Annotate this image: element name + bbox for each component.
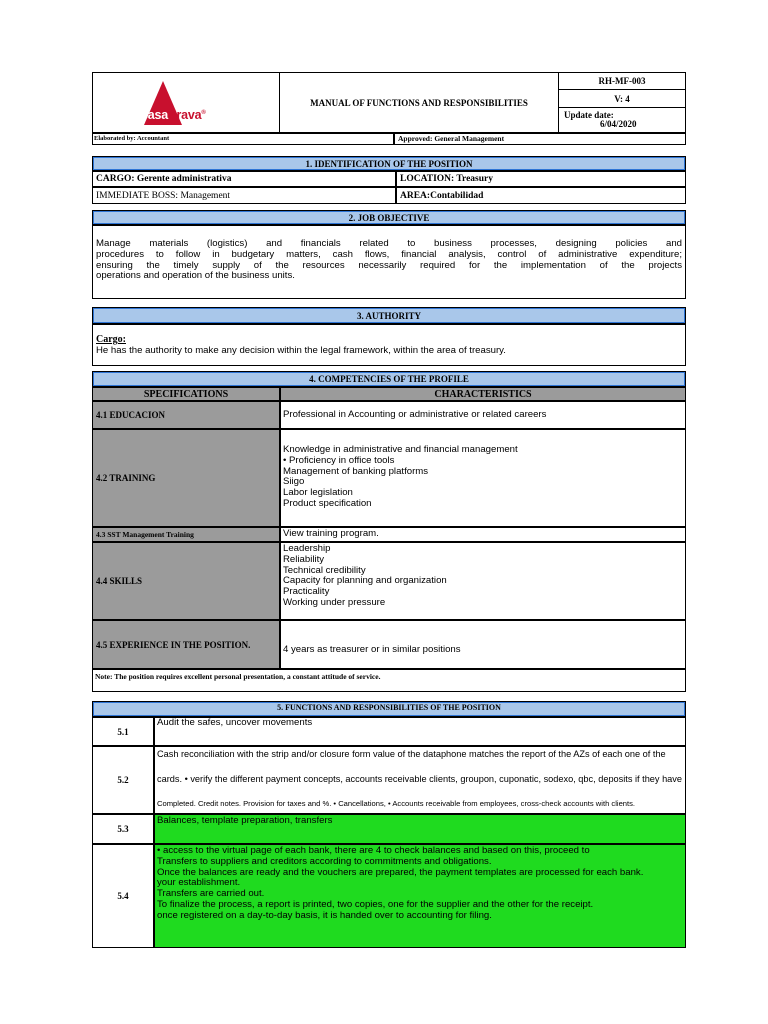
function-number: 5.1 — [92, 717, 154, 746]
competency-label: 4.2 TRAINING — [92, 429, 280, 527]
function-description — [154, 814, 686, 844]
competency-line: 4 years as treasurer or in similar positions — [283, 644, 461, 656]
objective-line: Manage materials (logistics) and financials related to business processes, designing policies and — [96, 238, 682, 249]
function-line: • access to the virtual page of each bank, there are 4 to check balances and based on this, proceed to — [157, 845, 590, 856]
function-line: Cash reconciliation with the strip and/or closure form value of the dataphone matches the report of the AZs of each one of the — [157, 749, 666, 759]
function-description — [154, 717, 686, 746]
competency-line: Reliability — [283, 553, 325, 565]
function-line: Audit the safes, uncover movements — [157, 717, 313, 728]
authority-cargo-label: Cargo: — [96, 334, 126, 345]
competency-line: • Proficiency in office tools — [283, 454, 395, 466]
objective-line: procedures to follow in budgetary matters, cash flows, financial analysis, control of administrative expenditure; — [96, 248, 682, 260]
section-identification-heading: 1. IDENTIFICATION OF THE POSITION — [92, 156, 686, 171]
competency-value — [280, 429, 686, 527]
function-line: Transfers to suppliers and creditors according to commitments and obligations. — [157, 855, 492, 867]
section-competencies-heading: 4. COMPETENCIES OF THE PROFILE — [92, 371, 686, 387]
section-functions-heading: 5. FUNCTIONS AND RESPONSIBILITIES OF THE POSITION — [92, 701, 686, 717]
competency-line: Technical credibility — [283, 564, 366, 576]
section-objective-heading: 2. JOB OBJECTIVE — [92, 210, 686, 225]
function-line: once registered on a day-to-day basis, it is handed over to accounting for filing. — [157, 909, 492, 921]
authority-body — [92, 324, 686, 366]
document-code: RH-MF-003 — [558, 72, 686, 90]
competency-line: Working under pressure — [283, 596, 386, 608]
area-field: AREA:Contabilidad — [396, 187, 686, 204]
document-title: MANUAL OF FUNCTIONS AND RESPONSIBILITIES — [310, 97, 528, 108]
objective-body — [92, 225, 686, 299]
competency-line: Professional in Accounting or administrative or related careers — [283, 408, 547, 420]
competency-line: Capacity for planning and organization — [283, 575, 447, 587]
col-characteristics: CHARACTERISTICS — [280, 387, 686, 401]
function-line: Once the balances are ready and the vouchers are prepared, the payment templates are processed for each bank. — [157, 866, 644, 878]
function-line: Transfers are carried out. — [157, 888, 265, 900]
competency-label: 4.5 EXPERIENCE IN THE POSITION. — [92, 620, 280, 669]
location-field: LOCATION: Treasury — [396, 171, 686, 187]
col-specifications: SPECIFICATIONS — [92, 387, 280, 401]
function-description — [154, 844, 686, 948]
competency-line: Siigo — [283, 476, 305, 488]
competency-value — [280, 527, 686, 542]
competency-line: Management of banking platforms — [283, 465, 429, 477]
update-date-value: 6/04/2020 — [600, 119, 637, 129]
competencies-note: Note: The position requires excellent personal presentation, a constant attitude of service. — [92, 669, 686, 692]
competency-line: Leadership — [283, 543, 331, 554]
document-version: V: 4 — [558, 90, 686, 108]
function-line: To finalize the process, a report is printed, two copies, one for the supplier and the other for the receipt. — [157, 898, 594, 910]
function-description — [154, 746, 686, 814]
competency-line: Knowledge in administrative and financial management — [283, 444, 518, 455]
function-number: 5.4 — [92, 844, 154, 948]
function-line: Balances, template preparation, transfers — [157, 815, 333, 826]
function-number: 5.2 — [92, 746, 154, 814]
competency-label: 4.3 SST Management Training — [92, 527, 280, 542]
section-authority-heading: 3. AUTHORITY — [92, 307, 686, 324]
update-date-label: Update date: — [564, 110, 614, 120]
competency-line: Practicality — [283, 586, 330, 598]
authority-text: He has the authority to make any decision within the legal framework, within the area of treasury. — [96, 345, 506, 356]
function-line: Completed. Credit notes. Provision for taxes and %. • Cancellations, • Accounts receivable from employees, cross-check accounts with clients. — [157, 798, 636, 808]
competency-value — [280, 401, 686, 429]
competency-value — [280, 620, 686, 669]
function-line: cards. • verify the different payment concepts, accounts receivable clients, groupon, cuponatic, sodexo, qbc, deposits if they have — [157, 773, 682, 784]
approved-by: Approved: General Management — [398, 134, 505, 143]
elaborated-by: Elaborated by: Accountant — [94, 135, 170, 142]
competency-label: 4.4 SKILLS — [92, 542, 280, 620]
competency-label: 4.1 EDUCACION — [92, 401, 280, 429]
logo-wordmark: casabrava® — [141, 108, 206, 122]
competency-line: Product specification — [283, 497, 372, 509]
competency-line: Labor legislation — [283, 487, 353, 499]
immediate-boss-field: IMMEDIATE BOSS: Management — [92, 187, 396, 204]
cargo-field: CARGO: Gerente administrativa — [92, 171, 396, 187]
objective-line: ensuring the timely supply of the resources necessarily required for the implementation of the projects — [96, 259, 682, 271]
function-number: 5.3 — [92, 814, 154, 844]
casabrava-logo — [141, 81, 231, 129]
competency-line: View training program. — [283, 528, 379, 540]
objective-line: operations and operation of the business units. — [96, 270, 295, 282]
competency-value — [280, 542, 686, 620]
function-line: your establishment. — [157, 877, 241, 889]
logo-cell — [92, 72, 280, 133]
